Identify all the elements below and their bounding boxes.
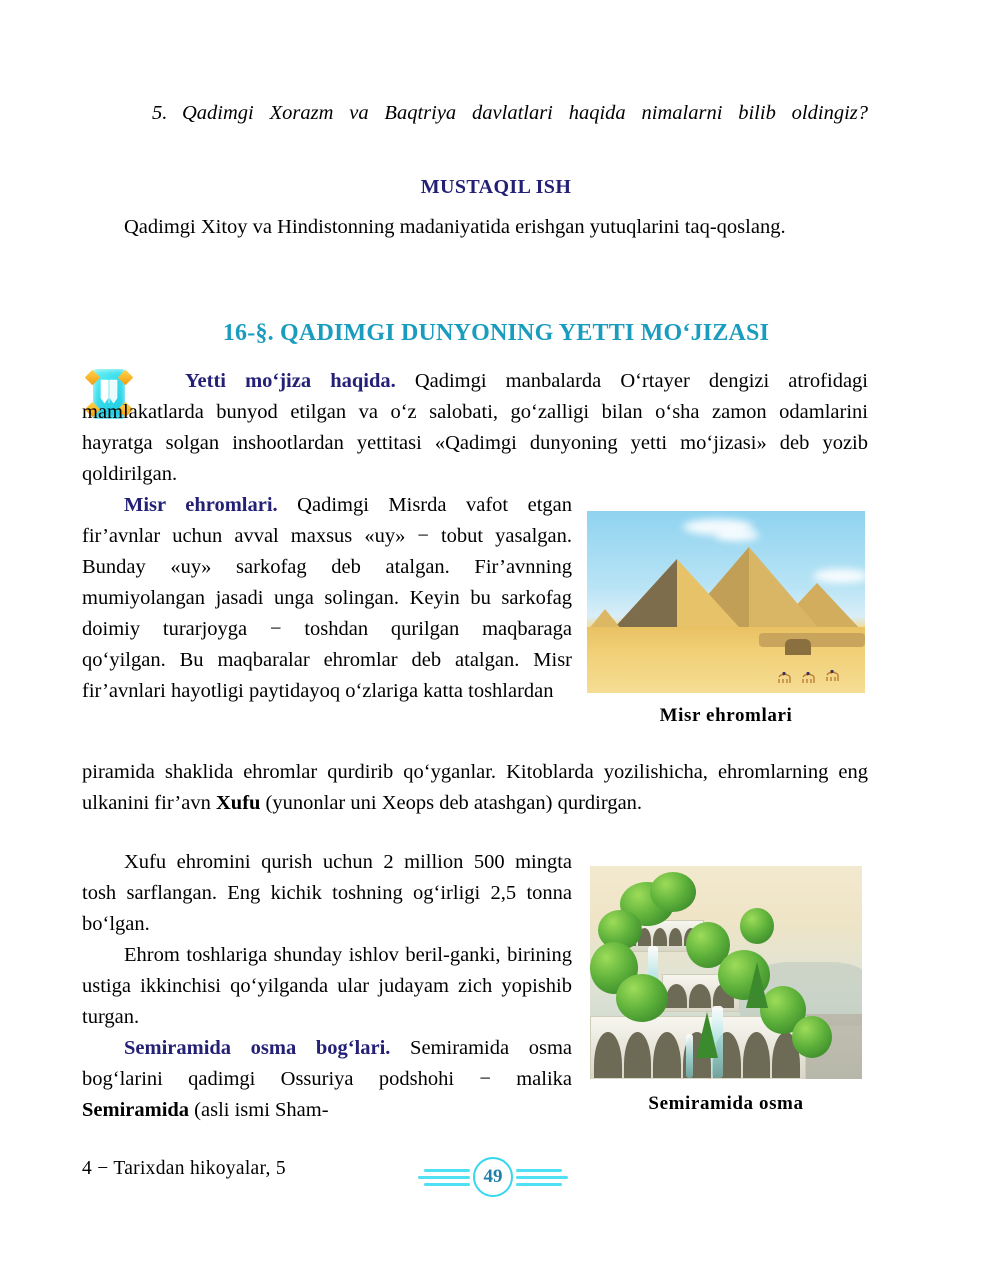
paragraph-body-misr: Qadimgi Misrda vafot etgan fir’avnlar uchun avval maxsus «uy» − tobut yasalgan. Bunday «uy» sarkofag deb atalgan. Fir’avnning mumiyolangan jasadi unga solingan. Keyin bu sarkofag doimiy turarjoyga − toshdan qurilgan maqbaraga qo‘yilgan. Bu maqbaralar ehromlar deb atalgan. Misr fir’avnlari hayotligi paytidayoq o‘zlariga katta toshlardan [82,494,572,702]
tree-canopy [650,872,696,912]
camel-figure [777,671,790,682]
tree-canopy [740,908,774,944]
mustaqil-ish-text [82,212,868,243]
page-number-ornament [418,1155,568,1201]
paragraph-lead-misr: Misr ehromlari. [124,494,278,516]
paragraph-semiramida [82,1033,572,1126]
mustaqil-ish-body: Qadimgi Xitoy va Hindistonning madaniyatida erishgan yutuqlarini taq-qoslang. [124,216,786,238]
conifer-tree [746,962,768,1008]
cloud-shape [715,529,759,541]
paragraph-semiramida-bold: Semiramida [82,1099,190,1121]
arch [743,1032,771,1078]
paragraph-misr-cont-b: (yunonlar uni Xeops deb atashgan) qurdirgan. [260,792,643,814]
paragraph-ehrom-body: Ehrom toshlariga shunday ishlov beril-ganki, birining ustiga ikkinchisi qo‘yilganda ular judayam zich yopishib turgan. [82,944,572,1028]
arch [624,1032,652,1078]
ornament-bar-right [516,1183,562,1186]
paragraph-group-lower-left [82,847,572,1126]
arch [653,1032,681,1078]
ornament-bar-right [516,1169,562,1172]
paragraph-xufu [82,847,572,940]
conifer-tree [696,1012,718,1058]
ornament-bar-left [424,1169,470,1172]
arch [594,1032,622,1078]
paragraph-body-yetti: Qadimgi manbalarda O‘rtayer dengizi atrofidagi mamlakatlarda bunyod etilgan va o‘z salobati, go‘zalligi bilan o‘sha zamon odamlarini hayratga solgan inshootlardan yettitasi «Qadimgi dunyoning yetti mo‘jizasi» deb yozib qoldirilgan. [82,370,868,485]
mustaqil-ish-heading: MUSTAQIL ISH [420,176,572,198]
figure-caption-misr-ehromlari: Misr ehromlari [659,705,793,726]
figure-misr-ehromlari-image [587,511,865,693]
camel-figure [825,669,838,680]
page-number: 49 [483,1166,503,1187]
paragraph-lead-semiramida: Semiramida osma bog‘lari. [124,1037,391,1059]
waterfall [686,1034,693,1078]
ornament-bar-left [418,1176,470,1179]
arch [669,928,683,946]
question-item [152,98,868,160]
camel-figure [801,671,814,682]
arch [666,984,687,1008]
paragraph-yetti-mojiza [82,366,868,490]
paragraph-xufu-body: Xufu ehromini qurish uchun 2 million 500 mingta tosh sarflangan. Eng kichik toshning og‘irligi 2,5 tonna bo‘lgan. [82,851,572,935]
ruins-shape [759,633,865,647]
paragraph-misr-continuation [82,757,868,819]
figure-caption-semiramida-osma: Semiramida osma [648,1093,804,1114]
tree-canopy [792,1016,832,1058]
paragraph-semiramida-a: Semiramida osma bog‘larini qadimgi Ossuriya podshohi − malika [82,1037,572,1090]
arch [653,928,667,946]
paragraph-semiramida-b: (asli ismi Sham- [189,1099,329,1121]
arch [689,984,710,1008]
ruins-opening [785,639,811,655]
paragraph-lead-yetti: Yetti mo‘jiza haqida. [185,370,396,392]
paragraph-xufu-bold: Xufu [215,792,261,814]
ornament-bar-right [516,1176,568,1179]
footer-signature: 4 − Tarixdan hikoyalar, 5 [82,1158,286,1179]
paragraph-misr-cont-a: piramida shaklida ehromlar qurdirib qo‘yganlar. Kitoblarda yozilishicha, ehromlarning eng ulkanini fir’avn [82,761,868,814]
section-heading: 16-§. QADIMGI DUNYONING YETTI MO‘JIZASI [222,320,770,346]
figure-semiramida-osma-image [590,866,862,1079]
paragraph-misr-ehromlari [82,490,572,707]
tree-canopy [616,974,668,1022]
ornament-bar-left [424,1183,470,1186]
question-number: 5. [152,102,168,124]
paragraph-ehrom [82,940,572,1033]
question-text: Qadimgi Xorazm va Baqtriya davlatlari haqida nimalarni bilib oldingiz? [182,102,868,124]
